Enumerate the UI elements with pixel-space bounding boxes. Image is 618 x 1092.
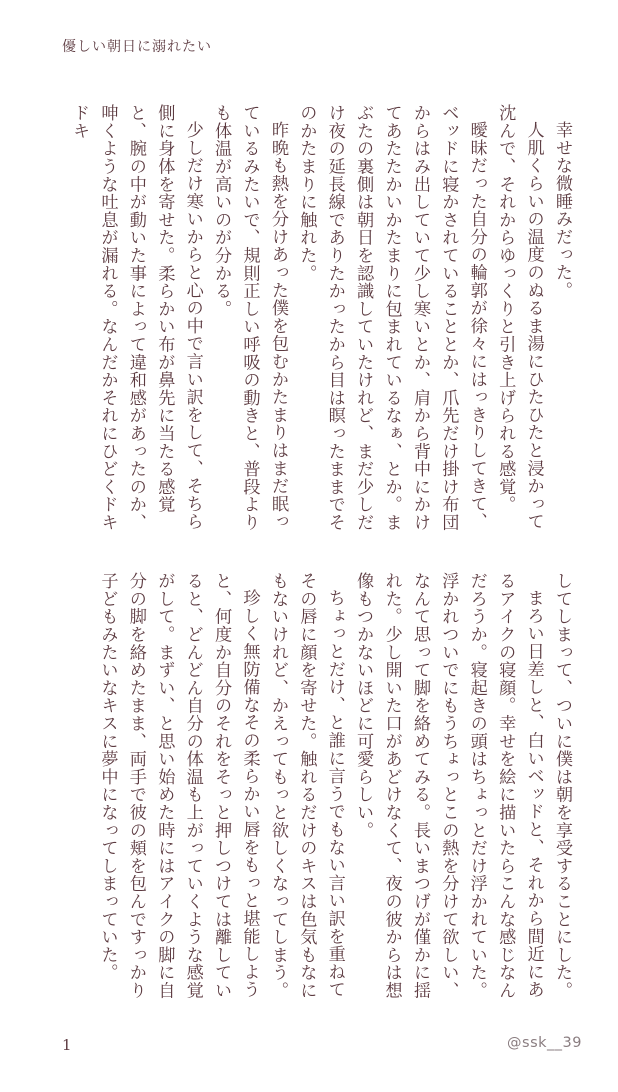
paragraph: 珍しく無防備なその柔らかい唇をもっと堪能しようと、何度か自分のそれをそっと押しつけては離していると、どんどん自分の体温も上がっていくような感覚がして。まずい、と思い始めた時にはアイクの脚に自分の脚を絡めたまま、両手で彼の頬を包んですっかり子どもみたいなキスに夢中になってしまっていた。 bbox=[97, 572, 260, 1000]
page-title: 優しい朝日に溺れたい bbox=[62, 39, 212, 55]
page-number: 1 bbox=[62, 1036, 72, 1054]
paragraph: 昨晩も熱を分けあった僕を包むかたまりはまだ眠っているみたいで、規則正しい呼吸の動きと、普段よりも体温が高いのが分かる。 bbox=[211, 104, 288, 532]
paragraph: まろい日差しと、白いベッドと、それから間近にあるアイクの寝顔。幸せを絵に描いたらこんな感じなんだろうか。寝起きの頭はちょっとだけ浮かれていた。浮かれついでにもうちょっとこの熱を分けて欲しい、なんて思って脚を絡めてみる。長いまつげが僅かに揺れた。少し開いた口があどけなくて、夜の彼からは想像もつかないほどに可愛らしい。 bbox=[353, 572, 544, 1000]
paragraph: 幸せな微睡みだった。 bbox=[552, 121, 572, 300]
paragraph: してしまって、ついに僕は朝を享受することにした。 bbox=[552, 572, 572, 1000]
text-block-top bbox=[56, 104, 576, 534]
paragraph: 人肌くらいの温度のぬるま湯にひたひたと浸かって沈んで、それからゆっくりと引き上げられる感覚。 bbox=[495, 104, 544, 531]
paragraph: 少しだけ寒いからと心の中で言い訳をして、そちら側に身体を寄せた。柔らかい布が鼻先に当たる感覚と、腕の中が動いた事によって違和感があったのか、呻くような吐息が漏れる。なんだかそれにひどくドキドキ bbox=[69, 104, 203, 532]
paragraph: 曖昧だった自分の輪郭が徐々にはっきりしてきて、ベッドに寝かされていることとか、爪先だけ掛け布団からはみ出していて少し寒いとか、肩から背中にかけてあたたかいかたまりに包まれているなぁ、とか。まぶたの裏側は朝日を認識していたけれど、まだ少しだけ夜の延長線でありたかったから目は瞑ったままでそのかたまりに触れた。 bbox=[296, 104, 487, 532]
author-handle: @ssk__39 bbox=[507, 1035, 582, 1051]
text-block-bottom bbox=[56, 572, 576, 1002]
paragraph: ちょっとだけ、と誰に言うでもない言い訳を重ねてその唇に顔を寄せた。触れるだけのキスは色気もなにもないけれど、かえってもっと欲しくなってしまう。 bbox=[267, 572, 345, 1000]
